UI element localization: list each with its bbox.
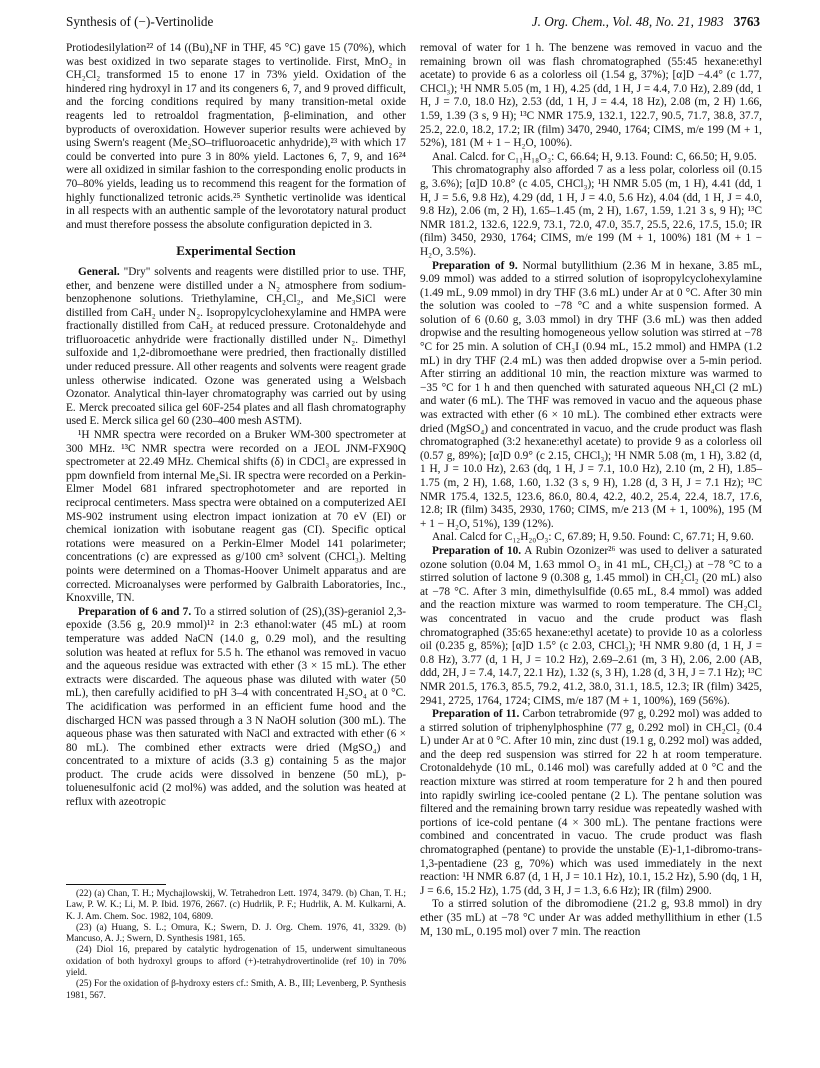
footnote-25: (25) For the oxidation of β-hydroxy esters cf.: Smith, A. B., III; Levenberg, P. Synthesis 1981, 567. [66, 979, 406, 1001]
footnote-rule [66, 884, 166, 885]
general-paragraph [66, 266, 406, 429]
continuation-paragraph: removal of water for 1 h. The benzene was removed in vacuo and the remaining brown oil was flash chromatographed (55:45 hexane:ethyl acetate) to provide 6 as a colorless oil (1.54 g, 37%); [α]D −4.4° (c 1.77, CHCl₃); ¹H NMR 5.05 (m, 1 H), 4.25 (dd, 1 H, J = 4.4, 7.0 Hz), 2.89 (dd, 1 H, J = 7.0, 18.0 Hz), 2.53 (dd, 1 H, J = 4.4, 18 Hz), 2.08 (m, 2 H) 1.66, 1.59, 1.39 (3 s, 9 H); ¹³C NMR 175.9, 132.1, 122.7, 90.5, 71.7, 38.8, 37.7, 25.2, 22.0, 18.2, 17.2; IR (film) 3470, 2940, 1764; CIMS, m/e 199 (M + 1, 52%), 181 (M + 1 − H₂O, 100%). [420, 42, 762, 150]
prep10-paragraph [420, 545, 762, 708]
journal-citation: J. Org. Chem., Vol. 48, No. 21, 1983 [531, 14, 724, 29]
footnote-23: (23) (a) Huang, S. L.; Omura, K.; Swern, D. J. Org. Chem. 1976, 41, 3329. (b) Mancuso, A. J.; Swern, D. Synthesis 1981, 165. [66, 922, 406, 945]
footnote-24: (24) Diol 16, prepared by catalytic hydrogenation of 15, underwent simultaneous oxidation of both hydroxyl groups to afford (+)-tetrahydrovertinolide (ref 10) in 70% yield. [66, 945, 406, 979]
general-label: General. [78, 265, 120, 278]
running-head [66, 14, 760, 34]
right-column [420, 42, 762, 939]
prep9-label: Preparation of 9. [432, 259, 518, 272]
general-text: "Dry" solvents and reagents were distilled prior to use. THF, ether, and benzene were distilled under a N₂ atmosphere from sodium-benzophenone solutions. Triethylamine, CH₂Cl₂, and Me₃SiCl were distilled from CaH₂ under N₂. Isopropylcyclohexylamine and HMPA were fractionally distilled from CaH₂ at reduced pressure. Crotonaldehyde and trifluoroacetic anhydride were fractionally distilled under N₂. Dimethyl sulfoxide and 1,2-dibromoethane were predried, then fractionally distilled under reduced pressure. All other reagents and solvents were reagent grade unless otherwise indicated. Ozone was generated using a Welsbach Ozonator. Analytical thin-layer chromatography was carried out by using E. Merck precoated silica gel 60F-254 plates and all flash chromatography used E. Merck silica gel 60 (230–400 mesh ASTM). [66, 265, 406, 428]
prep9-text: Normal butyllithium (2.36 M in hexane, 3.85 mL, 9.09 mmol) was added to a stirred solution of isopropylcyclohexylamine (1.49 mL, 9.09 mmol) in dry THF (3.6 mL) under Ar at 0 °C. After 30 min the solution was cooled to −78 °C and a white suspension formed. A solution of 6 (0.60 g, 3.03 mmol) in dry THF (3.6 mL) was then added dropwise and the resulting homogeneous yellow solution was stirred at −78 °C for 25 min. A solution of CH₃I (0.94 mL, 15.2 mmol) and HMPA (1.2 mL) in dry THF (2.4 mL) was then added dropwise over a 5-min period. After stirring an additional 10 min, the reaction mixture was warmed to −35 °C for 1 h and then quenched with saturated aqueous NH₄Cl (2 mL) and water (6 mL). The THF was removed in vacuo and the aqueous phase was extracted with ether (6 × 10 mL). The combined ether extracts were dried (MgSO₄) and concentrated in vacuo, and the crude product was flash chromatographed (3:2 hexane:ethyl acetate) to provide 9 as a colorless oil (0.57 g, 89%); [α]D 0.9° (c 2.15, CHCl₃); ¹H NMR 5.08 (m, 1 H), 3.82 (d, 1 H, J = 10.0 Hz), 2.63 (dq, 1 H, J = 7.1, 10.0 Hz), 2.10 (m, 2 H), 1.85–1.75 (m, 2 H), 1.68, 1.60, 1.32 (3 s, 9 H), 1.28 (d, 3 H, J = 7.1 Hz); ¹³C NMR 175.4, 132.5, 123.6, 86.0, 80.4, 42.2, 40.2, 25.4, 22.4, 18.7, 17.6, 12.8; IR (film) 3435, 2930, 1760; CIMS, m/e 213 (M + 1, 100%), 195 (M + 1 − H₂O, 51%), 139 (12%). [420, 259, 763, 530]
chromatography-7: This chromatography also afforded 7 as a less polar, colorless oil (0.15 g, 3.6%); [α]D 10.8° (c 4.05, CHCl₃); ¹H NMR 5.05 (m, 1 H), 4.41 (dd, 1 H, J = 5.6, 9.8 Hz), 4.29 (dd, 1 H, J = 4.0, 5.6 Hz), 4.04 (dd, 1 H, J = 4.0, 9.8 Hz), 2.06 (m, 2 H), 1.65–1.45 (m, 2 H), 1.67, 1.59, 1.21 3 s, 9 H); ¹³C NMR 181.2, 132.6, 122.9, 73.1, 72.0, 47.0, 35.7, 25.5, 22.6, 17.5, 15.0; IR (film) 3450, 2930, 1764; CIMS, m/e 199 (M + 1, 100%) 181 (M + 1 − H₂O, 3.5%). [420, 164, 762, 258]
prep11-paragraph [420, 708, 762, 898]
running-head-journal [532, 14, 760, 30]
footnotes [66, 884, 406, 1002]
intro-paragraph: Protiodesilylation²² of 14 ((Bu)₄NF in THF, 45 °C) gave 15 (70%), which was best oxidized in two separate stages to vertinolide. First, MnO₂ in CH₂Cl₂ transformed 15 to enone 17 in 73% yield. Oxidation of the hindered ring hydroxyl in 17 and its congeners 6, 7, and 9 proved difficult, and the forcing conditions required by many transition-metal oxide reagents led to retroaldol fragmentation, β-elimination, and other byproducts of overoxidation. However superior results were achieved by using Swern's reagent (Me₂SO–trifluoroacetic anhydride),²³ with which 17 could be converted into pure 3 in 80% yield. Lactones 6, 7, 9, and 16²⁴ were all oxidized in similar fashion to the corresponding enolic products in 70–80% yields, leading us to recommend this reagent for the formation of highly functionalized tetronic acids.²⁵ Synthetic vertinolide was identical in all respects with an authentic sample of the levorotatory natural product and must therefore possess the absolute configuration depicted in 3. [66, 42, 406, 231]
prep11-text: Carbon tetrabromide (97 g, 0.292 mol) was added to a stirred solution of triphenylphosphine (77 g, 0.292 mol) in CH₂Cl₂ (0.4 L) under Ar at 0 °C. After 10 min, zinc dust (19.1 g, 0.292 mol) was added, and the deep red suspension was stirred for 22 h at room temperature. Crotonaldehyde (10 mL, 0.146 mol) was carefully added at 0 °C and the reaction mixture was stirred at room temperature for 2 h and then poured into rapidly swirling ice-cooled pentane (2 L). The pentane solution was filtered and the remaining brown tarry residue was repeatedly washed with portions of ice-cold pentane (4 × 300 mL). The pentane fractions were combined and concentrated in vacuo. The crude product was flash chromatographed (pentane) to provide the unstable (E)-1,1-dibromo-trans-1,3-pentadiene (23 g, 70%) which was used immediately in the next reaction: ¹H NMR 6.87 (d, 1 H, J = 10.1 Hz), 10.1, 15.2 Hz), 5.90 (dq, 1 H, J = 6.6, 15.2 Hz), 1.75 (dd, 3 H, J = 1.3, 6.6 Hz); IR (film) 2900. [420, 708, 762, 897]
prep10-label: Preparation of 10. [432, 544, 522, 557]
final-paragraph: To a stirred solution of the dibromodiene (21.2 g, 93.8 mmol) in dry ether (35 mL) at −78 °C under Ar was added methyllithium in ether (1.5 M, 130 mL, 0.195 mol) over 7 min. The reaction [420, 898, 762, 938]
prep67-text: To a stirred solution of (2S),(3S)-geraniol 2,3-epoxide (3.56 g, 20.9 mmol)¹² in 2:3 ethanol:water (45 mL) at room temperature was added NaCN (14.0 g, 0.29 mol), and the resulting solution was heated at reflux for 5.5 h. The ethanol was removed in vacuo and the aqueous residue was extracted with ether (3 × 15 mL). The ether extracts were discarded. The aqueous phase was diluted with water (50 mL), then carefully acidified to pH 3–4 with concentrated H₂SO₄ at 0 °C. The acidification was performed in an efficient fume hood and the discharged HCN was passed through a 3 N NaOH solution (300 mL). The aqueous phase was then saturated with NaCl and extracted with ether (6 × 80 mL). The combined ether extracts were dried (MgSO₄) and concentrated to a mixture of acids (3.3 g) containing 5 as the major product. The crude acids were dissolved in benzene (50 mL), p-toluenesulfonic acid (2 mol%) was added, and the solution was heated at reflux with azeotropic [66, 605, 406, 809]
footnote-22: (22) (a) Chan, T. H.; Mychajlowskij, W. Tetrahedron Lett. 1974, 3479. (b) Chan, T. H.; Law, P. W. K.; Li, M. P. Ibid. 1976, 2667. (c) Hudrlik, P. F.; Hudrlik, A. M. Kulkarni, A. K. J. Am. Chem. Soc. 1982, 104, 6809. [66, 889, 406, 922]
analysis-6: Anal. Calcd. for C₁₁H₁₈O₃: C, 66.64; H, 9.13. Found: C, 66.50; H, 9.05. [432, 150, 757, 163]
page-number: 3763 [733, 14, 760, 29]
prep10-text: A Rubin Ozonizer²⁶ was used to deliver a saturated ozone solution (0.04 M, 1.63 mmol O₃ in 41 mL, CH₂Cl₂) at −78 °C to a stirred solution of lactone 9 (0.308 g, 1.45 mmol) in CH₂Cl₂ (20 mL) also at −78 °C. After 3 min, dimethylsulfide (0.65 mL, 8.4 mmol) was added and the reaction mixture was warmed to room temperature. The CH₂Cl₂ was concentrated in vacuo and the crude product was flash chromatographed (35:65 hexane:ethyl acetate) to provide 10 as a colorless oil (0.235 g, 85%); [α]D 1.5° (c 2.03, CHCl₃); ¹H NMR 9.80 (d, 1 H, J = 0.8 Hz), 3.77 (d, 1 H, J = 10.2 Hz), 2.69–2.61 (m, 3 H), 2.06, 2.00 (AB, ddd, 2H, J = 7.4, 14.7, 22.1 Hz), 1.32 (s, 3 H), 1.28 (d, 3 H, J = 7.1 Hz); ¹³C NMR 201.5, 176.3, 85.5, 79.2, 41.2, 38.0, 31.1, 18.5, 12.3; IR (film) 3425, 2941, 2725, 1764, 1724; CIMS, m/e 187 (M + 1, 100%), 169 (56%). [420, 544, 762, 707]
running-head-title: Synthesis of (−)-Vertinolide [66, 14, 214, 29]
prep11-label: Preparation of 11. [432, 708, 520, 721]
nmr-paragraph: ¹H NMR spectra were recorded on a Bruker WM-300 spectrometer at 300 MHz. ¹³C NMR spectra were recorded on a JEOL JNM-FX90Q spectrometer at 22.49 MHz. Chemical shifts (δ) in CDCl₃ are expressed in ppm downfield from internal Me₄Si. IR spectra were recorded on a Perkin-Elmer Model 681 infrared spectrophotometer and are reported in reciprocal centimeters. Mass spectra were obtained on a computerized AEI MS-902 instrument using electron impact ionization at 70 eV (EI) or chemical ionization with isobutane reagent gas (CI). Specific optical rotations were measured on a Perkin-Elmer Model 141 polarimeter; concentrations (c) are expressed as g/100 cm³ solvent (CHCl₃). Melting points were determined on a Thomas-Hoover Unimelt apparatus and are corrected. Microanalyses were performed by Galbraith Laboratories, Inc., Knoxville, TN. [66, 429, 406, 605]
prep67-label: Preparation of 6 and 7. [78, 605, 192, 618]
analysis-9: Anal. Calcd for C₁₂H₂₀O₃: C, 67.89; H, 9.50. Found: C, 67.71; H, 9.60. [432, 531, 754, 544]
section-heading: Experimental Section [176, 243, 296, 259]
prep9-paragraph [420, 260, 762, 532]
left-column [66, 42, 406, 810]
prep67-paragraph [66, 606, 406, 810]
